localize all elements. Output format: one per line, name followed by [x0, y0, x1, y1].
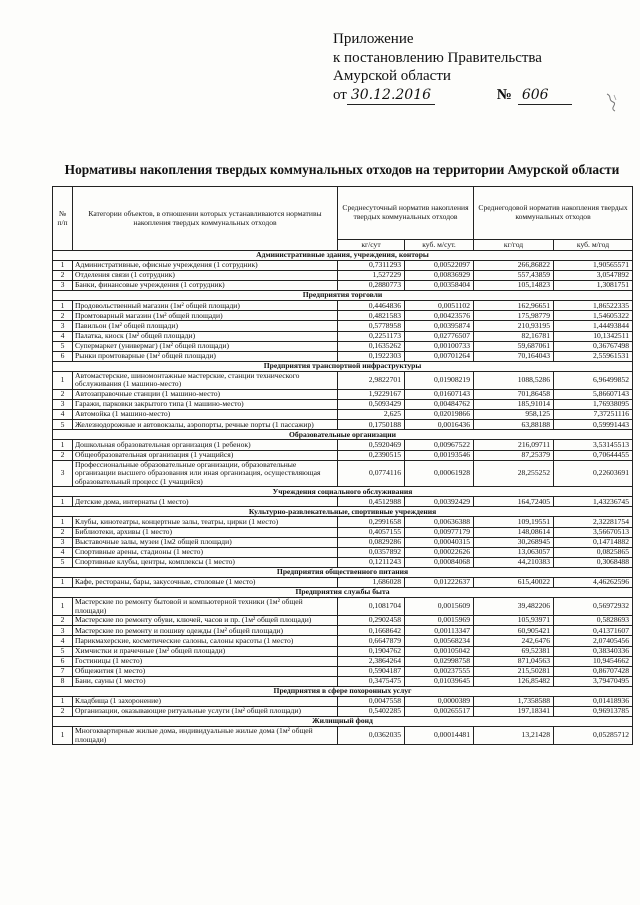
- value-yearly-m3: 0,41371607: [554, 626, 633, 636]
- row-number: 8: [53, 676, 73, 686]
- value-daily-m3: 0,02019866: [405, 410, 474, 420]
- value-daily-kg: 0,0357892: [338, 547, 405, 557]
- table-row: [53, 636, 633, 646]
- value-daily-m3: 0,00358404: [405, 281, 474, 291]
- value-yearly-kg: 105,93971: [474, 616, 554, 626]
- value-yearly-m3: 2,07405456: [554, 636, 633, 646]
- row-category: Выставочные залы, музеи (1м2 общей площади): [73, 537, 338, 547]
- value-yearly-m3: 0,38340336: [554, 646, 633, 656]
- value-daily-m3: 0,0015609: [405, 598, 474, 616]
- header-line-appendix: Приложение: [333, 31, 414, 47]
- value-daily-kg: 0,5904187: [338, 666, 405, 676]
- value-yearly-kg: 1,7358588: [474, 696, 554, 706]
- row-number: 2: [53, 390, 73, 400]
- value-daily-m3: 0,02998758: [405, 656, 474, 666]
- value-yearly-kg: 615,40022: [474, 577, 554, 587]
- row-number: 1: [53, 301, 73, 311]
- row-number: 4: [53, 410, 73, 420]
- row-number: 1: [53, 497, 73, 507]
- row-category: Химчистки и прачечные (1м² общей площади): [73, 646, 338, 656]
- value-yearly-m3: 2,32281754: [554, 517, 633, 527]
- table-row: [53, 527, 633, 537]
- value-yearly-m3: 1,3081751: [554, 281, 633, 291]
- row-category: Общежития (1 место): [73, 666, 338, 676]
- row-category: Дошкольная образовательная организация (1 ребенок): [73, 440, 338, 450]
- col-header-number: № п/п: [53, 187, 73, 251]
- row-category: Кафе, рестораны, бары, закусочные, столовые (1 место): [73, 577, 338, 587]
- section-row: [53, 487, 633, 497]
- row-number: 2: [53, 527, 73, 537]
- unit-header: кг/сут: [338, 240, 405, 251]
- value-yearly-m3: 1,43236745: [554, 497, 633, 507]
- table-row: [53, 666, 633, 676]
- table-row: [53, 311, 633, 321]
- table-row: [53, 371, 633, 389]
- value-daily-kg: 0,5093429: [338, 400, 405, 410]
- table-row: [53, 351, 633, 361]
- row-number: 1: [53, 696, 73, 706]
- value-daily-m3: 0,0051102: [405, 301, 474, 311]
- table-row: [53, 547, 633, 557]
- row-category: Бани, сауны (1 место): [73, 676, 338, 686]
- value-yearly-kg: 69,52381: [474, 646, 554, 656]
- value-daily-kg: 0,4057155: [338, 527, 405, 537]
- value-yearly-kg: 215,50281: [474, 666, 554, 676]
- value-yearly-m3: 3,0547892: [554, 271, 633, 281]
- table-row: [53, 321, 633, 331]
- value-yearly-kg: 28,255252: [474, 460, 554, 487]
- row-category: Промтоварный магазин (1м² общей площади): [73, 311, 338, 321]
- row-category: Библиотеки, архивы (1 место): [73, 527, 338, 537]
- value-yearly-m3: 0,22603691: [554, 460, 633, 487]
- value-daily-kg: 0,1668642: [338, 626, 405, 636]
- row-category: Супермаркет (универмаг) (1м² общей площади): [73, 341, 338, 351]
- table-row: [53, 460, 633, 487]
- row-number: 5: [53, 557, 73, 567]
- value-daily-kg: 0,3475475: [338, 676, 405, 686]
- value-yearly-m3: 7,37251116: [554, 410, 633, 420]
- value-yearly-m3: 6,96499852: [554, 371, 633, 389]
- section-row: [53, 251, 633, 261]
- row-category: Спортивные арены, стадионы (1 место): [73, 547, 338, 557]
- row-number: 1: [53, 598, 73, 616]
- value-daily-m3: 0,00265517: [405, 706, 474, 716]
- value-yearly-kg: 13,063057: [474, 547, 554, 557]
- row-category: Детские дома, интернаты (1 место): [73, 497, 338, 507]
- col-header-yearly: Среднегодовой норматив накопления твердых коммунальных отходов: [474, 187, 633, 240]
- row-number: 3: [53, 321, 73, 331]
- value-daily-kg: 1,527229: [338, 271, 405, 281]
- header-line-region: Амурской области: [333, 68, 451, 84]
- value-daily-kg: 0,0774116: [338, 460, 405, 487]
- section-title: Образовательные организации: [53, 430, 633, 440]
- table-row: [53, 616, 633, 626]
- value-yearly-kg: 216,09711: [474, 440, 554, 450]
- row-number: 4: [53, 331, 73, 341]
- row-category: Клубы, кинотеатры, концертные залы, театры, цирки (1 место): [73, 517, 338, 527]
- value-daily-kg: 0,7311293: [338, 261, 405, 271]
- value-yearly-kg: 185,91014: [474, 400, 554, 410]
- value-daily-m3: 0,00237555: [405, 666, 474, 676]
- value-daily-m3: 0,0000389: [405, 696, 474, 706]
- row-number: 5: [53, 341, 73, 351]
- unit-header: куб. м/сут.: [405, 240, 474, 251]
- value-daily-kg: 0,5402285: [338, 706, 405, 716]
- row-category: Кладбища (1 захоронение): [73, 696, 338, 706]
- value-yearly-m3: 10,9454662: [554, 656, 633, 666]
- table-row: [53, 420, 633, 430]
- value-daily-kg: 1,9229167: [338, 390, 405, 400]
- table-row: [53, 281, 633, 291]
- row-number: 2: [53, 706, 73, 716]
- value-yearly-kg: 13,21428: [474, 727, 554, 745]
- value-daily-m3: 0,02776507: [405, 331, 474, 341]
- norms-table: [52, 186, 633, 745]
- value-yearly-m3: 1,90565571: [554, 261, 633, 271]
- value-yearly-kg: 60,905421: [474, 626, 554, 636]
- section-row: [53, 291, 633, 301]
- row-category: Автозаправочные станции (1 машино-место): [73, 390, 338, 400]
- value-yearly-m3: 0,56972932: [554, 598, 633, 616]
- value-yearly-kg: 109,19551: [474, 517, 554, 527]
- section-title: Предприятия в сфере похоронных услуг: [53, 686, 633, 696]
- value-daily-kg: 0,1750188: [338, 420, 405, 430]
- row-category: Многоквартирные жилые дома, индивидуальные жилые дома (1м² общей площади): [73, 727, 338, 745]
- value-daily-kg: 0,1635262: [338, 341, 405, 351]
- value-daily-m3: 0,0016436: [405, 420, 474, 430]
- row-number: 6: [53, 656, 73, 666]
- row-number: 3: [53, 281, 73, 291]
- row-category: Гаражи, парковки закрытого типа (1 машино-место): [73, 400, 338, 410]
- table-row: [53, 410, 633, 420]
- section-title: Предприятия торговли: [53, 291, 633, 301]
- value-yearly-m3: 3,53145513: [554, 440, 633, 450]
- row-number: 1: [53, 440, 73, 450]
- row-category: Палатка, киоск (1м² общей площади): [73, 331, 338, 341]
- unit-header: куб. м/год: [554, 240, 633, 251]
- table-row: [53, 331, 633, 341]
- row-category: Мастерские по ремонту и пошиву одежды (1м² общей площади): [73, 626, 338, 636]
- row-category: Организации, оказывающие ритуальные услуги (1м² общей площади): [73, 706, 338, 716]
- value-yearly-m3: 0,14714882: [554, 537, 633, 547]
- margin-scribble-icon: [604, 92, 620, 114]
- value-yearly-kg: 70,164043: [474, 351, 554, 361]
- row-category: Отделения связи (1 сотрудник): [73, 271, 338, 281]
- table-row: [53, 537, 633, 547]
- table-row: [53, 646, 633, 656]
- row-category: Банки, финансовые учреждения (1 сотрудник): [73, 281, 338, 291]
- value-daily-m3: 0,00568234: [405, 636, 474, 646]
- value-daily-m3: 0,00100733: [405, 341, 474, 351]
- table-row: [53, 676, 633, 686]
- value-daily-m3: 0,01908219: [405, 371, 474, 389]
- table-row: [53, 696, 633, 706]
- table-row: [53, 497, 633, 507]
- section-title: Предприятия службы быта: [53, 588, 633, 598]
- value-daily-m3: 0,00022626: [405, 547, 474, 557]
- row-number: 3: [53, 460, 73, 487]
- section-row: [53, 686, 633, 696]
- value-yearly-m3: 0,3068488: [554, 557, 633, 567]
- value-yearly-m3: 4,46262596: [554, 577, 633, 587]
- value-yearly-kg: 105,14823: [474, 281, 554, 291]
- row-number: 5: [53, 646, 73, 656]
- row-number: 1: [53, 517, 73, 527]
- value-daily-kg: 2,9822701: [338, 371, 405, 389]
- value-daily-m3: 0,00977179: [405, 527, 474, 537]
- row-category: Мастерские по ремонту бытовой и компьютерной техники (1м² общей площади): [73, 598, 338, 616]
- value-yearly-kg: 175,98779: [474, 311, 554, 321]
- table-row: [53, 656, 633, 666]
- section-row: [53, 430, 633, 440]
- row-number: 7: [53, 666, 73, 676]
- value-daily-kg: 0,2991658: [338, 517, 405, 527]
- value-yearly-m3: 0,5828693: [554, 616, 633, 626]
- value-yearly-kg: 162,96651: [474, 301, 554, 311]
- col-header-category: Категории объектов, в отношении которых устанавливаются нормативы накопления твердых коммунальных отходов: [73, 187, 338, 251]
- col-header-daily: Среднесуточный норматив накопления твердых коммунальных отходов: [338, 187, 474, 240]
- row-category: Автомойка (1 машино-место): [73, 410, 338, 420]
- value-daily-m3: 0,00084068: [405, 557, 474, 567]
- value-yearly-m3: 1,44493844: [554, 321, 633, 331]
- row-number: 1: [53, 727, 73, 745]
- value-daily-kg: 0,0829286: [338, 537, 405, 547]
- value-daily-kg: 0,6647879: [338, 636, 405, 646]
- value-yearly-kg: 44,210383: [474, 557, 554, 567]
- table-body: [53, 251, 633, 745]
- value-yearly-m3: 1,54605322: [554, 311, 633, 321]
- value-yearly-kg: 210,93195: [474, 321, 554, 331]
- table-row: [53, 727, 633, 745]
- value-yearly-kg: 82,16781: [474, 331, 554, 341]
- value-daily-m3: 0,00040315: [405, 537, 474, 547]
- value-yearly-m3: 0,36767498: [554, 341, 633, 351]
- row-category: Административные, офисные учреждения (1 сотрудник): [73, 261, 338, 271]
- value-daily-m3: 0,00836929: [405, 271, 474, 281]
- value-daily-kg: 0,4512988: [338, 497, 405, 507]
- value-yearly-m3: 0,59991443: [554, 420, 633, 430]
- section-row: [53, 507, 633, 517]
- row-number: 1: [53, 261, 73, 271]
- value-daily-kg: 0,1211243: [338, 557, 405, 567]
- value-yearly-m3: 0,86707428: [554, 666, 633, 676]
- header-date-number-line: [333, 86, 623, 106]
- row-number: 3: [53, 537, 73, 547]
- row-category: Железнодорожные и автовокзалы, аэропорты, речные порты (1 пассажир): [73, 420, 338, 430]
- value-daily-m3: 0,00014481: [405, 727, 474, 745]
- value-yearly-kg: 87,25379: [474, 450, 554, 460]
- row-number: 3: [53, 400, 73, 410]
- value-daily-kg: 1,686028: [338, 577, 405, 587]
- row-number: 2: [53, 311, 73, 321]
- table-row: [53, 390, 633, 400]
- row-category: Профессиональные образовательные организации, образовательные организации высшего образования или иная организация, осуществляющая образовательный процесс (1 учащийся): [73, 460, 338, 487]
- table-row: [53, 261, 633, 271]
- value-yearly-kg: 958,125: [474, 410, 554, 420]
- value-daily-m3: 0,00105042: [405, 646, 474, 656]
- value-daily-kg: 0,5778958: [338, 321, 405, 331]
- value-yearly-m3: 5,86607143: [554, 390, 633, 400]
- row-category: Рынки промтоварные (1м² общей площади): [73, 351, 338, 361]
- date-prefix: от: [333, 86, 347, 103]
- value-yearly-kg: 242,6476: [474, 636, 554, 646]
- value-daily-m3: 0,01607143: [405, 390, 474, 400]
- number-label: №: [496, 86, 512, 103]
- value-daily-m3: 0,00113347: [405, 626, 474, 636]
- row-number: 2: [53, 450, 73, 460]
- value-yearly-kg: 39,482206: [474, 598, 554, 616]
- table-row: [53, 577, 633, 587]
- value-daily-m3: 0,01039645: [405, 676, 474, 686]
- section-title: Административные здания, учреждения, конторы: [53, 251, 633, 261]
- handwritten-number: 606: [518, 86, 572, 106]
- row-category: Автомастерские, шиномонтажные мастерские, станции технического обслуживания (1 машино-место): [73, 371, 338, 389]
- value-daily-kg: 0,2902458: [338, 616, 405, 626]
- table-row: [53, 341, 633, 351]
- value-daily-kg: 0,2880773: [338, 281, 405, 291]
- value-yearly-kg: 59,687061: [474, 341, 554, 351]
- value-daily-m3: 0,00636388: [405, 517, 474, 527]
- value-yearly-m3: 3,56670513: [554, 527, 633, 537]
- row-number: 2: [53, 271, 73, 281]
- handwritten-date: 30.12.2016: [347, 86, 435, 106]
- value-yearly-kg: 1088,5286: [474, 371, 554, 389]
- row-number: 3: [53, 626, 73, 636]
- value-daily-kg: 0,2390515: [338, 450, 405, 460]
- value-daily-m3: 0,00395874: [405, 321, 474, 331]
- value-yearly-m3: 0,01418936: [554, 696, 633, 706]
- value-daily-m3: 0,00193546: [405, 450, 474, 460]
- value-yearly-kg: 126,85482: [474, 676, 554, 686]
- table-row: [53, 557, 633, 567]
- value-daily-m3: 0,00392429: [405, 497, 474, 507]
- value-daily-kg: 0,0362035: [338, 727, 405, 745]
- value-daily-kg: 0,1081704: [338, 598, 405, 616]
- value-daily-m3: 0,01222637: [405, 577, 474, 587]
- value-daily-kg: 0,2251173: [338, 331, 405, 341]
- value-yearly-kg: 197,18341: [474, 706, 554, 716]
- section-title: Предприятия общественного питания: [53, 567, 633, 577]
- value-yearly-kg: 266,86822: [474, 261, 554, 271]
- header-line-resolution: к постановлению Правительства: [333, 49, 542, 66]
- value-daily-m3: 0,00484762: [405, 400, 474, 410]
- document-title: Нормативы накопления твердых коммунальных отходов на территории Амурской области: [64, 162, 620, 177]
- table-row: [53, 517, 633, 527]
- value-yearly-m3: 3,79470495: [554, 676, 633, 686]
- value-daily-m3: 0,0015969: [405, 616, 474, 626]
- value-yearly-kg: 557,43859: [474, 271, 554, 281]
- value-daily-kg: 0,4464836: [338, 301, 405, 311]
- table-row: [53, 271, 633, 281]
- table-row: [53, 450, 633, 460]
- row-category: Общеобразовательная организация (1 учащийся): [73, 450, 338, 460]
- value-daily-m3: 0,00061928: [405, 460, 474, 487]
- value-daily-kg: 0,0047558: [338, 696, 405, 706]
- row-category: Парикмахерские, косметические салоны, салоны красоты (1 место): [73, 636, 338, 646]
- value-daily-kg: 0,5920469: [338, 440, 405, 450]
- value-yearly-kg: 164,72405: [474, 497, 554, 507]
- value-daily-m3: 0,00701264: [405, 351, 474, 361]
- row-category: Мастерские по ремонту обуви, ключей, часов и пр. (1м² общей площади): [73, 616, 338, 626]
- value-daily-kg: 0,4821583: [338, 311, 405, 321]
- table-row: [53, 598, 633, 616]
- row-number: 5: [53, 420, 73, 430]
- value-yearly-m3: 0,70644455: [554, 450, 633, 460]
- section-row: [53, 567, 633, 577]
- value-yearly-kg: 701,86458: [474, 390, 554, 400]
- row-number: 2: [53, 616, 73, 626]
- row-number: 4: [53, 636, 73, 646]
- unit-header: кг/год: [474, 240, 554, 251]
- table-row: [53, 626, 633, 636]
- section-title: Культурно-развлекательные, спортивные учреждения: [53, 507, 633, 517]
- row-category: Гостиницы (1 место): [73, 656, 338, 666]
- value-yearly-kg: 30,268945: [474, 537, 554, 547]
- section-title: Жилищный фонд: [53, 717, 633, 727]
- row-category: Павильон (1м² общей площади): [73, 321, 338, 331]
- value-yearly-kg: 148,08614: [474, 527, 554, 537]
- value-yearly-kg: 63,88188: [474, 420, 554, 430]
- row-number: 1: [53, 371, 73, 389]
- document-header: [333, 30, 623, 105]
- row-number: 6: [53, 351, 73, 361]
- value-daily-kg: 2,625: [338, 410, 405, 420]
- value-daily-m3: 0,00423576: [405, 311, 474, 321]
- value-daily-kg: 0,1922303: [338, 351, 405, 361]
- section-row: [53, 361, 633, 371]
- value-daily-kg: 0,1904762: [338, 646, 405, 656]
- row-number: 4: [53, 547, 73, 557]
- value-yearly-m3: 10,1342511: [554, 331, 633, 341]
- value-yearly-m3: 0,05285712: [554, 727, 633, 745]
- value-yearly-m3: 1,76938095: [554, 400, 633, 410]
- table-row: [53, 706, 633, 716]
- value-yearly-m3: 1,86522335: [554, 301, 633, 311]
- value-yearly-kg: 871,04563: [474, 656, 554, 666]
- row-category: Продовольственный магазин (1м² общей площади): [73, 301, 338, 311]
- section-row: [53, 588, 633, 598]
- value-yearly-m3: 0,0825865: [554, 547, 633, 557]
- section-row: [53, 717, 633, 727]
- table-row: [53, 301, 633, 311]
- table-row: [53, 440, 633, 450]
- value-daily-m3: 0,00522097: [405, 261, 474, 271]
- value-yearly-m3: 2,55961531: [554, 351, 633, 361]
- value-yearly-m3: 0,96913785: [554, 706, 633, 716]
- value-daily-m3: 0,00967522: [405, 440, 474, 450]
- section-title: Предприятия транспортной инфраструктуры: [53, 361, 633, 371]
- row-category: Спортивные клубы, центры, комплексы (1 место): [73, 557, 338, 567]
- value-daily-kg: 2,3864264: [338, 656, 405, 666]
- row-number: 1: [53, 577, 73, 587]
- table-row: [53, 400, 633, 410]
- section-title: Учреждения социального обслуживания: [53, 487, 633, 497]
